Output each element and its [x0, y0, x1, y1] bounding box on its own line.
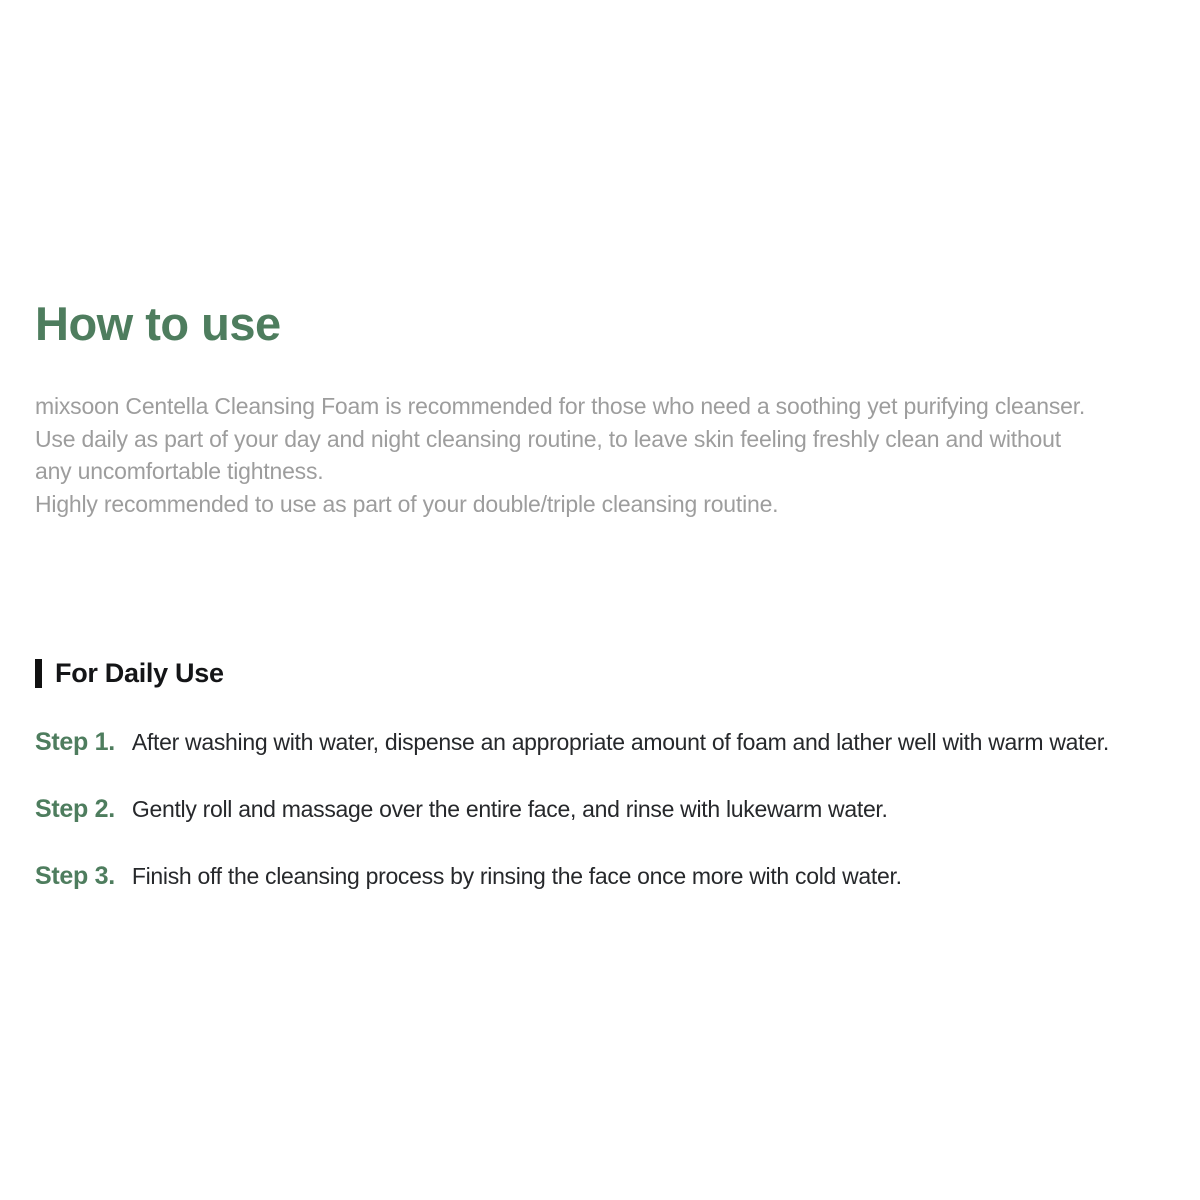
description-line: any uncomfortable tightness. [35, 458, 324, 484]
description-line: Highly recommended to use as part of your double/triple cleansing routine. [35, 490, 779, 517]
step-3-label: Step 3. [35, 862, 115, 890]
for-daily-use-heading [35, 657, 224, 689]
how-to-use-description [35, 390, 1165, 520]
step-row-3 [35, 861, 1185, 891]
heading-accent-bar [35, 659, 42, 688]
description-line: Use daily as part of your day and night cleansing routine, to leave skin feeling freshly clean and without [35, 425, 1061, 452]
step-row-1 [35, 727, 1185, 757]
step-1-text: After washing with water, dispense an appropriate amount of foam and lather well with warm water. [131, 729, 1109, 755]
steps-list [35, 727, 1185, 928]
description-line: mixsoon Centella Cleansing Foam is recommended for those who need a soothing yet purifying cleanser. [35, 393, 1086, 419]
step-2-label: Step 2. [35, 795, 115, 823]
step-row-2 [35, 794, 1185, 824]
how-to-use-title: How to use [35, 297, 281, 350]
step-3-text: Finish off the cleansing process by rinsing the face once more with cold water. [131, 863, 902, 889]
step-1-label: Step 1. [35, 728, 115, 756]
for-daily-use-label: For Daily Use [55, 658, 224, 688]
step-2-text: Gently roll and massage over the entire face, and rinse with lukewarm water. [131, 796, 888, 822]
